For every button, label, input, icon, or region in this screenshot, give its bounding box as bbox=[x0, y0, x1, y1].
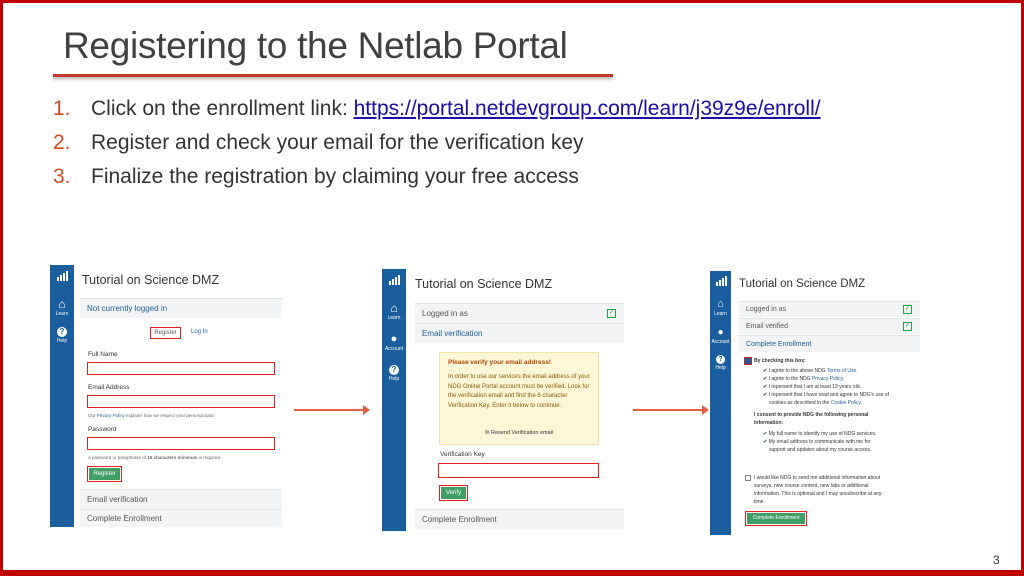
agree-terms-item: ✔ I agree to the above NDG Terms of Use. bbox=[763, 368, 858, 374]
email-label: Email Address bbox=[88, 384, 130, 391]
sidebar-item-learn[interactable] bbox=[382, 302, 406, 321]
privacy-policy-link[interactable]: Privacy Policy bbox=[96, 413, 125, 418]
email-verified-label: Email verified bbox=[746, 323, 789, 330]
arrow-right-icon bbox=[633, 409, 707, 411]
sidebar-item-account[interactable] bbox=[382, 333, 406, 352]
arrow-right-icon bbox=[294, 409, 368, 411]
portal-sidebar bbox=[382, 269, 406, 531]
sidebar-item-label: Help bbox=[388, 376, 400, 382]
check-icon: ✔ bbox=[763, 376, 769, 382]
sidebar-item-learn[interactable] bbox=[710, 299, 731, 317]
signal-bars-icon bbox=[382, 275, 406, 285]
portal-sidebar bbox=[50, 265, 74, 527]
cookies-item: ✔ I represent that I have read and agree to NDG's use of bbox=[763, 392, 890, 398]
verification-key-label: Verification Key bbox=[440, 451, 485, 458]
password-field[interactable] bbox=[87, 437, 275, 450]
course-title: Tutorial on Science DMZ bbox=[415, 277, 553, 291]
help-icon: ? bbox=[57, 327, 67, 337]
step-number: 3. bbox=[53, 165, 71, 188]
password-note: A password or passphrase of 15 characters minimum is required. bbox=[88, 455, 222, 460]
optin-checkbox[interactable] bbox=[745, 475, 751, 481]
password-label: Password bbox=[88, 426, 117, 433]
sidebar-item-label: Learn bbox=[714, 311, 727, 317]
privacy-policy-link[interactable]: Privacy Policy bbox=[811, 376, 843, 382]
title-underline bbox=[53, 74, 613, 77]
enrollment-screenshot bbox=[710, 271, 920, 535]
privacy-note: Our Privacy Policy explains how we respect your personal data. bbox=[88, 413, 215, 418]
register-screenshot bbox=[50, 265, 282, 527]
step-text: Register and check your email for the verification key bbox=[91, 131, 584, 154]
check-icon: ✓ bbox=[904, 323, 911, 329]
slide-title: Registering to the Netlab Portal bbox=[63, 25, 568, 66]
verification-screenshot bbox=[382, 269, 624, 531]
cookies-item-cont: cookies as described in the Cookie Policy. bbox=[769, 400, 863, 406]
help-icon: ? bbox=[389, 365, 399, 375]
complete-enrollment-section[interactable]: Complete Enrollment bbox=[80, 509, 282, 527]
check-icon: ✔ bbox=[763, 431, 769, 437]
by-checking-label: By checking this box: bbox=[754, 358, 806, 364]
portal-sidebar bbox=[710, 271, 731, 535]
full-name-label: Full Name bbox=[88, 351, 118, 358]
terms-link[interactable]: Terms of Use bbox=[826, 368, 857, 374]
sidebar-item-label: Learn bbox=[387, 315, 401, 321]
info-email-item-cont: support and updates about my course access. bbox=[769, 447, 872, 453]
sidebar-item-help[interactable] bbox=[710, 355, 731, 371]
sidebar-item-label: Account bbox=[384, 346, 404, 352]
sidebar-item-learn[interactable] bbox=[50, 298, 74, 317]
logged-in-label: Logged in as bbox=[746, 306, 787, 313]
steps-list bbox=[53, 97, 821, 199]
tab-login[interactable]: Log In bbox=[191, 329, 208, 335]
verification-key-field[interactable] bbox=[438, 463, 599, 478]
consent-heading-cont: information: bbox=[754, 420, 784, 426]
sidebar-item-label: Account bbox=[711, 339, 730, 345]
check-icon: ✓ bbox=[608, 310, 615, 316]
help-icon: ? bbox=[716, 355, 725, 364]
notice-body: In order to use our services the email address of your NDG Online Portal account must be verified. Look for the verification email and find the 6 character Verification Key. Enter it below to continue. bbox=[448, 374, 590, 409]
user-icon: ● bbox=[390, 333, 398, 345]
register-button[interactable]: Register bbox=[89, 468, 120, 480]
check-icon: ✓ bbox=[904, 306, 911, 312]
complete-enrollment-button[interactable]: Complete Enrollment bbox=[747, 513, 805, 524]
step-number: 2. bbox=[53, 131, 71, 154]
email-field[interactable] bbox=[87, 395, 275, 408]
home-icon: ⌂ bbox=[717, 298, 724, 310]
logged-in-label: Logged in as bbox=[422, 309, 468, 318]
step-number: 1. bbox=[53, 97, 71, 120]
optin-text: surveys, new course content, new labs or additional bbox=[754, 483, 869, 489]
verify-notice bbox=[439, 352, 599, 445]
login-status-header: Not currently logged in bbox=[80, 298, 282, 318]
step-item bbox=[53, 97, 821, 131]
signal-bars-icon bbox=[50, 271, 74, 281]
step-item bbox=[53, 131, 821, 165]
home-icon: ⌂ bbox=[390, 301, 398, 315]
resend-verification-link[interactable]: ✉ Resend Verification email bbox=[484, 430, 554, 436]
email-verified-section bbox=[739, 318, 920, 334]
sidebar-item-help[interactable] bbox=[382, 365, 406, 382]
signal-bars-icon bbox=[710, 276, 731, 286]
sidebar-item-label: Help bbox=[715, 365, 726, 371]
logged-in-section bbox=[415, 303, 624, 323]
check-icon: ✔ bbox=[763, 368, 769, 374]
check-icon: ✔ bbox=[763, 439, 769, 445]
info-email-item: ✔ My email address to communicate with me for bbox=[763, 439, 871, 445]
tab-register[interactable]: Register bbox=[150, 327, 181, 339]
step-text: Click on the enrollment link: bbox=[91, 97, 354, 120]
sidebar-item-label: Learn bbox=[55, 311, 69, 317]
sidebar-item-help[interactable] bbox=[50, 327, 74, 344]
complete-enrollment-section[interactable]: Complete Enrollment bbox=[739, 335, 920, 352]
check-icon: ✔ bbox=[763, 384, 769, 390]
course-title: Tutorial on Science DMZ bbox=[82, 273, 220, 287]
optin-text: time. bbox=[754, 499, 765, 505]
notice-heading: Please verify your email address! bbox=[448, 359, 551, 366]
enrollment-link[interactable]: https://portal.netdevgroup.com/learn/j39z9e/enroll/ bbox=[353, 97, 821, 120]
info-name-item: ✔ My full name to identify my use of NDG services. bbox=[763, 431, 877, 437]
page-number: 3 bbox=[993, 553, 1000, 567]
complete-enrollment-section[interactable]: Complete Enrollment bbox=[415, 509, 624, 529]
sidebar-item-account[interactable] bbox=[710, 327, 731, 345]
check-icon: ✔ bbox=[763, 392, 769, 398]
optin-text: information. This is optional and I may unsubscribe at any bbox=[754, 491, 882, 497]
optin-text: I would like NDG to send me additional information about bbox=[754, 475, 881, 481]
verify-button[interactable]: Verify bbox=[441, 487, 466, 499]
full-name-field[interactable] bbox=[87, 362, 275, 375]
consent-checkbox[interactable] bbox=[744, 357, 752, 365]
course-title: Tutorial on Science DMZ bbox=[739, 278, 866, 290]
consent-heading: I consent to provide NDG the following personal bbox=[754, 412, 869, 418]
user-icon: ● bbox=[717, 327, 724, 338]
step-item bbox=[53, 165, 821, 199]
sidebar-item-label: Help bbox=[56, 338, 68, 344]
email-verification-section[interactable]: Email verification bbox=[415, 323, 624, 343]
age-item: ✔ I represent that I am at least 13 years old. bbox=[763, 384, 861, 390]
email-verification-section[interactable]: Email verification bbox=[80, 489, 282, 509]
logged-in-section bbox=[739, 301, 920, 317]
agree-privacy-item: ✔ I agree to the NDG Privacy Policy. bbox=[763, 376, 845, 382]
cookie-policy-link[interactable]: Cookie Policy bbox=[830, 400, 861, 406]
home-icon: ⌂ bbox=[58, 297, 66, 311]
step-text: Finalize the registration by claiming your free access bbox=[91, 165, 579, 188]
